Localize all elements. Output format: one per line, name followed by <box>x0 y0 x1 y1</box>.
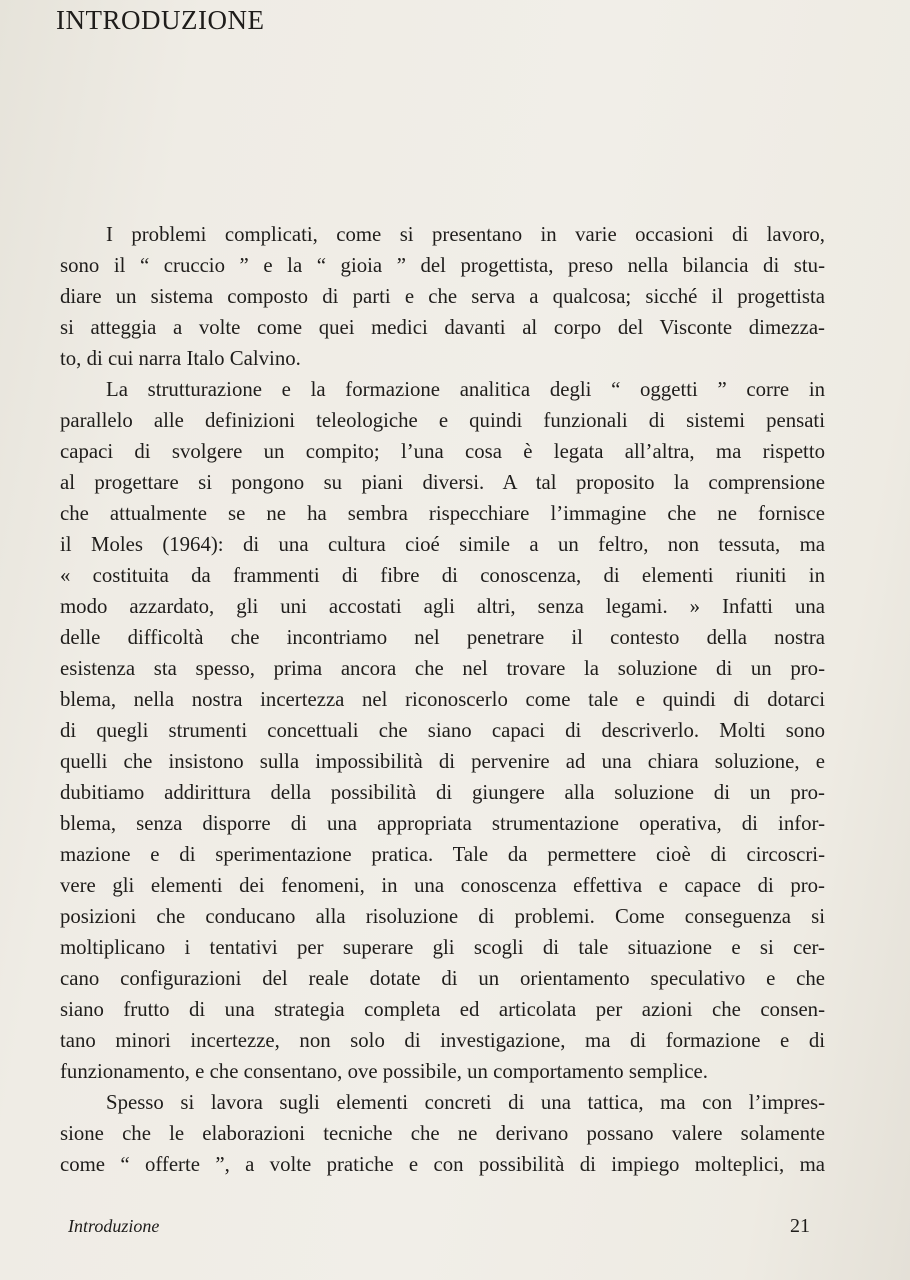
text-line: che attualmente se ne ha sembra rispecchiare l’immagine che ne fornisce <box>60 502 825 525</box>
text-line: sione che le elaborazioni tecniche che ne derivano possano valere solamente <box>60 1122 825 1145</box>
text-line: posizioni che conducano alla risoluzione di problemi. Come conseguenza si <box>60 905 825 928</box>
paragraph-3 <box>60 1087 825 1180</box>
text-line: mazione e di sperimentazione pratica. Tale da permettere cioè di circoscri- <box>60 843 825 866</box>
text-line: La strutturazione e la formazione analitica degli “ oggetti ” corre in <box>106 378 825 401</box>
text-line: dubitiamo addirittura della possibilità di giungere alla soluzione di un pro- <box>60 781 825 804</box>
text-line: modo azzardato, gli uni accostati agli altri, senza legami. » Infatti una <box>60 595 825 618</box>
text-line: siano frutto di una strategia completa ed articolata per azioni che consen- <box>60 998 825 1021</box>
text-line: come “ offerte ”, a volte pratiche e con possibilità di impiego molteplici, ma <box>60 1153 825 1176</box>
text-line: vere gli elementi dei fenomeni, in una conoscenza effettiva e capace di pro- <box>60 874 825 897</box>
text-line: il Moles (1964): di una cultura cioé simile a un feltro, non tessuta, ma <box>60 533 825 556</box>
text-line: to, di cui narra Italo Calvino. <box>60 347 301 370</box>
text-line: cano configurazioni del reale dotate di un orientamento speculativo e che <box>60 967 825 990</box>
text-line: tano minori incertezze, non solo di investigazione, ma di formazione e di <box>60 1029 825 1052</box>
text-line: moltiplicano i tentativi per superare gli scogli di tale situazione e si cer- <box>60 936 825 959</box>
page-title: INTRODUZIONE <box>56 5 265 35</box>
paragraph-2 <box>60 374 825 1087</box>
text-line: parallelo alle definizioni teleologiche e quindi funzionali di sistemi pensati <box>60 409 825 432</box>
text-line: capaci di svolgere un compito; l’una cosa è legata all’altra, ma rispetto <box>60 440 825 463</box>
text-line: quelli che insistono sulla impossibilità di pervenire ad una chiara soluzione, e <box>60 750 825 773</box>
paragraph-1 <box>60 219 825 374</box>
body-text <box>60 219 825 1180</box>
text-line: Spesso si lavora sugli elementi concreti di una tattica, ma con l’impres- <box>106 1091 825 1114</box>
text-line: si atteggia a volte come quei medici davanti al corpo del Visconte dimezza- <box>60 316 825 339</box>
text-line: delle difficoltà che incontriamo nel penetrare il contesto della nostra <box>60 626 825 649</box>
text-line: diare un sistema composto di parti e che serva a qualcosa; sicché il progettista <box>60 285 825 308</box>
text-line: funzionamento, e che consentano, ove possibile, un comportamento semplice. <box>60 1060 708 1083</box>
text-line: sono il “ cruccio ” e la “ gioia ” del progettista, preso nella bilancia di stu- <box>60 254 825 277</box>
text-line: esistenza sta spesso, prima ancora che nel trovare la soluzione di un pro- <box>60 657 825 680</box>
text-line: blema, nella nostra incertezza nel riconoscerlo come tale e quindi di dotarci <box>60 688 825 711</box>
text-line: di quegli strumenti concettuali che siano capaci di descriverlo. Molti sono <box>60 719 825 742</box>
running-footer-section: Introduzione <box>68 1216 160 1236</box>
page-number: 21 <box>790 1215 810 1237</box>
text-line: blema, senza disporre di una appropriata strumentazione operativa, di infor- <box>60 812 825 835</box>
text-line: I problemi complicati, come si presentano in varie occasioni di lavoro, <box>106 223 825 246</box>
text-line: « costituita da frammenti di fibre di conoscenza, di elementi riuniti in <box>60 564 825 587</box>
text-line: al progettare si pongono su piani diversi. A tal proposito la comprensione <box>60 471 825 494</box>
